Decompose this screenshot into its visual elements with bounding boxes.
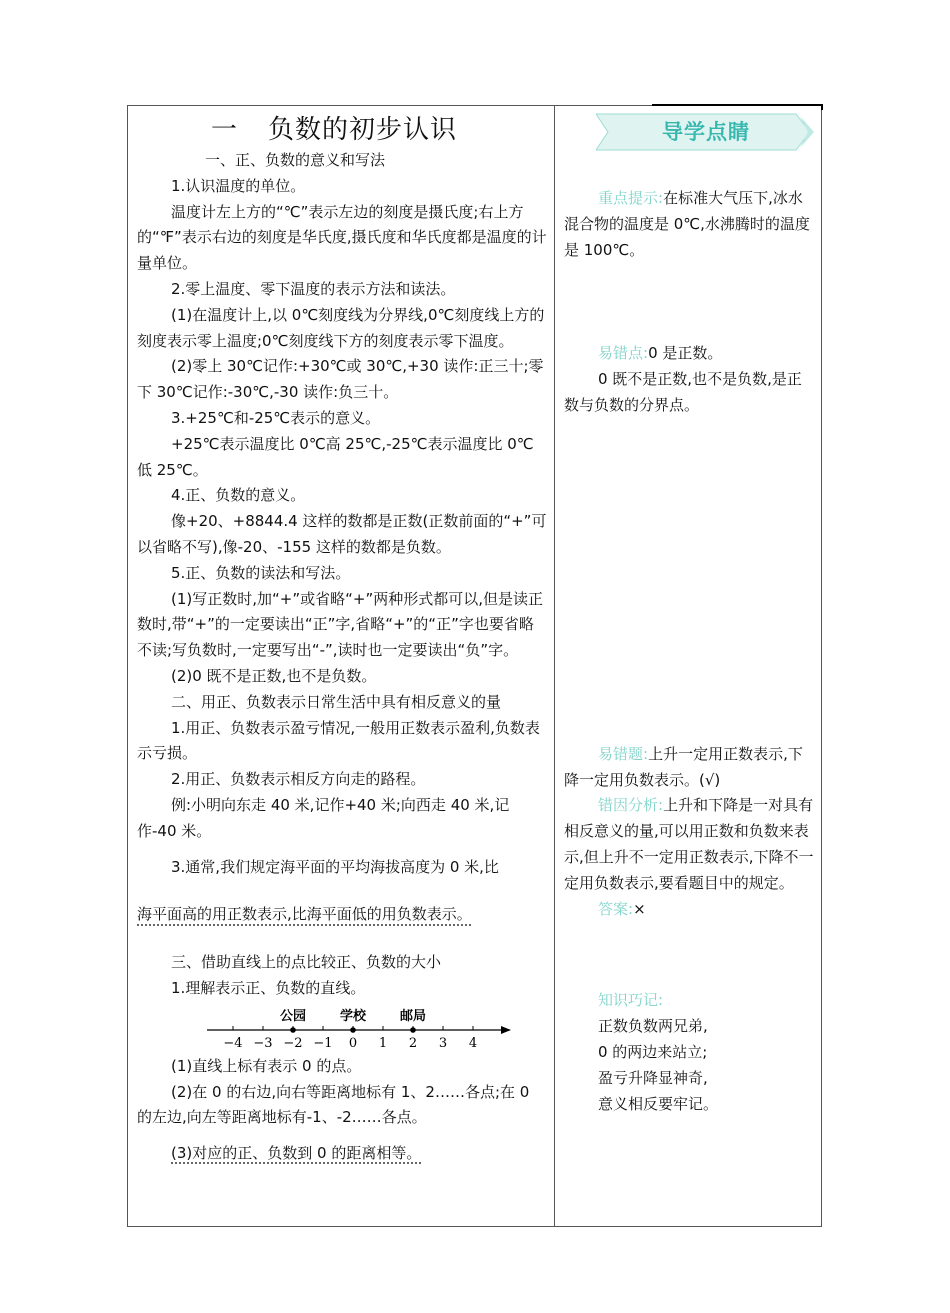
number-line-tick-label: 1 (378, 1035, 388, 1051)
error-point-block (564, 341, 816, 367)
section-2-heading: 二、用正、负数表示日常生活中具有相反意义的量 (171, 692, 502, 711)
number-line-point-label: 学校 (339, 1008, 367, 1024)
error-point-label: 易错点: (598, 344, 649, 363)
number-line-point (290, 1027, 296, 1033)
paragraph: (2)0 既不是正数,也不是负数。 (171, 666, 377, 685)
error-point-detail: 0 既不是正数,也不是负数,是正数与负数的分界点。 (564, 370, 802, 414)
section-1-heading: 一、正、负数的意义和写法 (205, 151, 386, 169)
error-question-block (564, 742, 816, 794)
guide-banner (596, 112, 816, 152)
number-line-tick-label: 0 (348, 1035, 358, 1051)
column-divider (554, 105, 555, 1227)
number-line-tick-label: 2 (408, 1035, 418, 1051)
error-question-label: 易错题: (598, 744, 649, 763)
tip-label: 重点提示: (598, 189, 664, 207)
number-line-tick-label: 4 (468, 1035, 478, 1051)
memo-line: 0 的两边来站立; (598, 1042, 708, 1061)
number-line-point-label: 公园 (279, 1008, 307, 1024)
title-text: 负数的初步认识 (268, 115, 458, 145)
error-question-text: 上升一定用正数表示,下降一定用负数表示。(√) (564, 744, 803, 789)
number-line-arrow (501, 1026, 511, 1034)
left-column (137, 112, 547, 1167)
paragraph: (1)写正数时,加“+”或省略“+”两种形式都可以,但是读正数时,带“+”的一定要读出“正”字,省略“+”的“正”字也要省略不读;写负数时,一定要写出“-”,读时也一定要读出“负”字。 (137, 589, 544, 660)
tip-block (564, 186, 816, 263)
number-line-point (410, 1027, 416, 1033)
answer-value: × (633, 899, 646, 918)
paragraph: 2.零上温度、零下温度的表示方法和读法。 (171, 279, 456, 298)
paragraph: 1.用正、负数表示盈亏情况,一般用正数表示盈利,负数表示亏损。 (137, 718, 540, 763)
paragraph: 3.+25℃和-25℃表示的意义。 (171, 408, 381, 427)
number-line-point (350, 1027, 356, 1033)
number-line-tick-label: 3 (438, 1035, 448, 1051)
paragraph: 1.认识温度的单位。 (171, 176, 306, 195)
number-line-tick-label: −2 (283, 1035, 303, 1051)
number-line-point-label: 邮局 (399, 1008, 427, 1024)
analysis-label: 错因分析: (598, 796, 664, 815)
error-point-text: 0 是正数。 (648, 344, 723, 363)
number-line (137, 1002, 547, 1054)
memo-line: 意义相反要牢记。 (598, 1094, 719, 1113)
paragraph: 3.通常,我们规定海平面的平均海拔高度为 0 米,比 (171, 857, 499, 876)
title-number: 一 (211, 115, 239, 145)
paragraph: 5.正、负数的读法和写法。 (171, 563, 351, 582)
paragraph: 1.理解表示正、负数的直线。 (171, 978, 366, 997)
paragraph: 例:小明向东走 40 米,记作+40 米;向西走 40 米,记作-40 米。 (137, 795, 510, 840)
number-line-tick-label: −3 (253, 1035, 273, 1051)
paragraph: 4.正、负数的意义。 (171, 486, 306, 505)
paragraph: (1)直线上标有表示 0 的点。 (171, 1056, 362, 1075)
tip-text: 在标准大气压下,冰水混合物的温度是 0℃,水沸腾时的温度是 100℃。 (564, 189, 810, 259)
corner-mark-end (821, 104, 823, 110)
number-line-svg (201, 1002, 521, 1054)
paragraph: +25℃表示温度比 0℃高 25℃,-25℃表示温度比 0℃低 25℃。 (137, 434, 534, 479)
analysis-block (564, 793, 816, 896)
corner-mark (652, 104, 823, 106)
paragraph: (1)在温度计上,以 0℃刻度线为分界线,0℃刻度线上方的刻度表示零上温度;0℃刻度线下方的刻度表示零下温度。 (137, 305, 545, 350)
number-line-tick-label: −1 (313, 1035, 333, 1051)
answer-block (564, 897, 816, 923)
answer-label: 答案: (598, 899, 634, 918)
memo-label: 知识巧记: (598, 991, 664, 1010)
right-column (564, 186, 816, 1117)
analysis-text: 上升和下降是一对具有相反意义的量,可以用正数和负数来表示,但上升不一定用正数表示,下降不一定用负数表示,要看题目中的规定。 (564, 796, 814, 892)
section-3-heading: 三、借助直线上的点比较正、负数的大小 (171, 953, 442, 972)
paragraph: 2.用正、负数表示相反方向走的路程。 (171, 770, 426, 789)
number-line-tick-label: −4 (223, 1035, 243, 1051)
paragraph: 温度计左上方的“℃”表示左边的刻度是摄氏度;右上方的“℉”表示右边的刻度是华氏度,摄氏度和华氏度都是温度的计量单位。 (137, 202, 547, 273)
page-title (137, 112, 547, 148)
paragraph-emphasis: 海平面高的用正数表示,比海平面低的用负数表示。 (137, 905, 472, 924)
paragraph: (2)在 0 的右边,向右等距离地标有 1、2……各点;在 0 的左边,向左等距离地标有-1、-2……各点。 (137, 1082, 530, 1127)
memo-line: 盈亏升降显神奇, (598, 1068, 708, 1087)
paragraph: (2)零上 30℃记作:+30℃或 30℃,+30 读作:正三十;零下 30℃记作:-30℃,-30 读作:负三十。 (137, 357, 544, 402)
paragraph-emphasis: (3)对应的正、负数到 0 的距离相等。 (171, 1144, 422, 1163)
paragraph: 像+20、+8844.4 这样的数都是正数(正数前面的“+”可以省略不写),像-20、-155 这样的数都是负数。 (137, 512, 547, 556)
memo-line: 正数负数两兄弟, (598, 1017, 708, 1036)
banner-title: 导学点睛 (662, 120, 750, 144)
